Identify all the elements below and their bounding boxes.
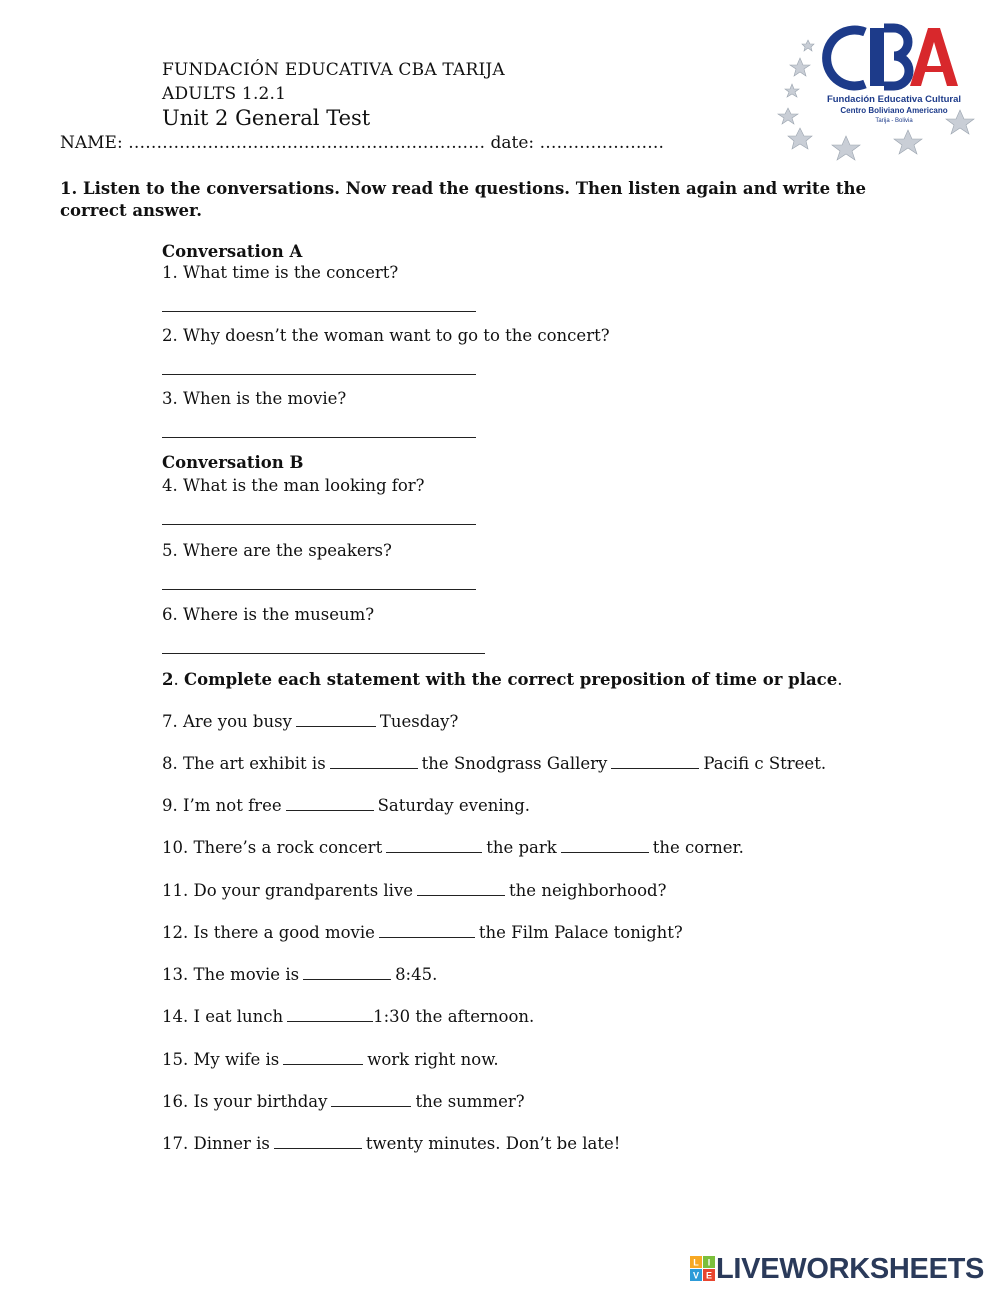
blank-field[interactable] xyxy=(287,1007,373,1022)
section2-instruction: 2. Complete each statement with the correct preposition of time or place. xyxy=(162,670,843,689)
statement-8 xyxy=(162,754,826,773)
question-6: 6. Where is the museum? xyxy=(162,605,375,624)
statement-12 xyxy=(162,923,683,942)
question-5: 5. Where are the speakers? xyxy=(162,541,392,560)
question-3: 3. When is the movie? xyxy=(162,389,347,408)
section1-instruction xyxy=(60,178,900,222)
blank-field[interactable] xyxy=(303,965,391,980)
answer-line-1[interactable] xyxy=(162,311,476,312)
question-2: 2. Why doesn’t the woman want to go to the concert? xyxy=(162,326,610,345)
organization-name: FUNDACIÓN EDUCATIVA CBA TARIJA xyxy=(162,60,505,80)
statement-text: work right now. xyxy=(367,1050,499,1069)
liveworksheets-badge-icon xyxy=(690,1256,716,1282)
statement-text: 15. My wife is xyxy=(162,1050,280,1069)
statement-text: the corner. xyxy=(652,838,744,857)
statement-text: Pacifi c Street. xyxy=(703,754,827,773)
logo-line2: Centro Boliviano Americano xyxy=(840,106,948,115)
statement-text: 14. I eat lunch xyxy=(162,1007,284,1026)
answer-line-6[interactable] xyxy=(162,653,485,654)
cba-letters xyxy=(827,28,958,86)
cba-logo xyxy=(770,18,990,168)
question-4: 4. What is the man looking for? xyxy=(162,476,425,495)
cba-logo-graphic xyxy=(770,18,990,168)
test-title: Unit 2 General Test xyxy=(162,106,371,130)
statement-text: 1:30 the afternoon. xyxy=(373,1007,535,1026)
section1-text: Listen to the conversations. Now read the questions. Then listen again and write the correct answer. xyxy=(60,179,867,220)
statement-text: 13. The movie is xyxy=(162,965,300,984)
blank-field[interactable] xyxy=(286,796,374,811)
statement-text: the park xyxy=(486,838,557,857)
answer-line-5[interactable] xyxy=(162,589,476,590)
liveworksheets-wordmark: LIVEWORKSHEETS xyxy=(716,1252,985,1285)
statement-text: 9. I’m not free xyxy=(162,796,282,815)
blank-field[interactable] xyxy=(386,838,482,853)
statement-text: 16. Is your birthday xyxy=(162,1092,328,1111)
statement-text: 8. The art exhibit is xyxy=(162,754,326,773)
statement-10 xyxy=(162,838,744,857)
statement-text: 7. Are you busy xyxy=(162,712,292,731)
answer-line-2[interactable] xyxy=(162,374,476,375)
statement-text: the Snodgrass Gallery xyxy=(421,754,608,773)
answer-line-3[interactable] xyxy=(162,437,476,438)
conversation-a-heading: Conversation A xyxy=(162,242,303,261)
question-1: 1. What time is the concert? xyxy=(162,263,399,282)
blank-field[interactable] xyxy=(283,1050,363,1065)
statement-text: 11. Do your grandparents live xyxy=(162,881,414,900)
blank-field[interactable] xyxy=(611,754,699,769)
statement-text: Tuesday? xyxy=(379,712,459,731)
statement-16 xyxy=(162,1092,525,1111)
blank-field[interactable] xyxy=(330,754,418,769)
blank-field[interactable] xyxy=(296,712,376,727)
section1-number: 1. xyxy=(60,179,78,198)
statement-text: 10. There’s a rock concert xyxy=(162,838,383,857)
statement-text: twenty minutes. Don’t be late! xyxy=(365,1134,621,1153)
statement-7 xyxy=(162,712,458,731)
section2-number: 2 xyxy=(162,670,174,689)
statement-13 xyxy=(162,965,437,984)
statement-14 xyxy=(162,1007,534,1026)
statement-17 xyxy=(162,1134,620,1153)
statement-text: the Film Palace tonight? xyxy=(478,923,683,942)
svg-text:E: E xyxy=(705,1270,713,1281)
logo-line3: Tarija - Bolivia xyxy=(875,118,913,124)
statement-9 xyxy=(162,796,530,815)
blank-field[interactable] xyxy=(274,1134,362,1149)
svg-text:L: L xyxy=(693,1257,699,1268)
statement-text: 17. Dinner is xyxy=(162,1134,270,1153)
conversation-b-heading: Conversation B xyxy=(162,453,304,472)
statement-11 xyxy=(162,881,666,900)
blank-field[interactable] xyxy=(379,923,475,938)
section2-text: Complete each statement with the correct preposition of time or place xyxy=(183,670,838,689)
logo-line1: Fundación Educativa Cultural xyxy=(826,94,962,105)
statement-text: the summer? xyxy=(415,1092,525,1111)
statement-15 xyxy=(162,1050,499,1069)
name-date-line[interactable]: NAME: ……………………………………………………… date: …………………. xyxy=(60,133,664,153)
statement-text: Saturday evening. xyxy=(377,796,531,815)
course-level: ADULTS 1.2.1 xyxy=(162,84,287,104)
svg-text:I: I xyxy=(707,1257,711,1268)
statement-text: 8:45. xyxy=(395,965,438,984)
statement-text: the neighborhood? xyxy=(509,881,667,900)
answer-line-4[interactable] xyxy=(162,524,476,525)
blank-field[interactable] xyxy=(561,838,649,853)
liveworksheets-logo[interactable] xyxy=(690,1252,984,1286)
statement-text: 12. Is there a good movie xyxy=(162,923,375,942)
svg-text:V: V xyxy=(692,1270,700,1281)
blank-field[interactable] xyxy=(417,881,505,896)
blank-field[interactable] xyxy=(331,1092,411,1107)
